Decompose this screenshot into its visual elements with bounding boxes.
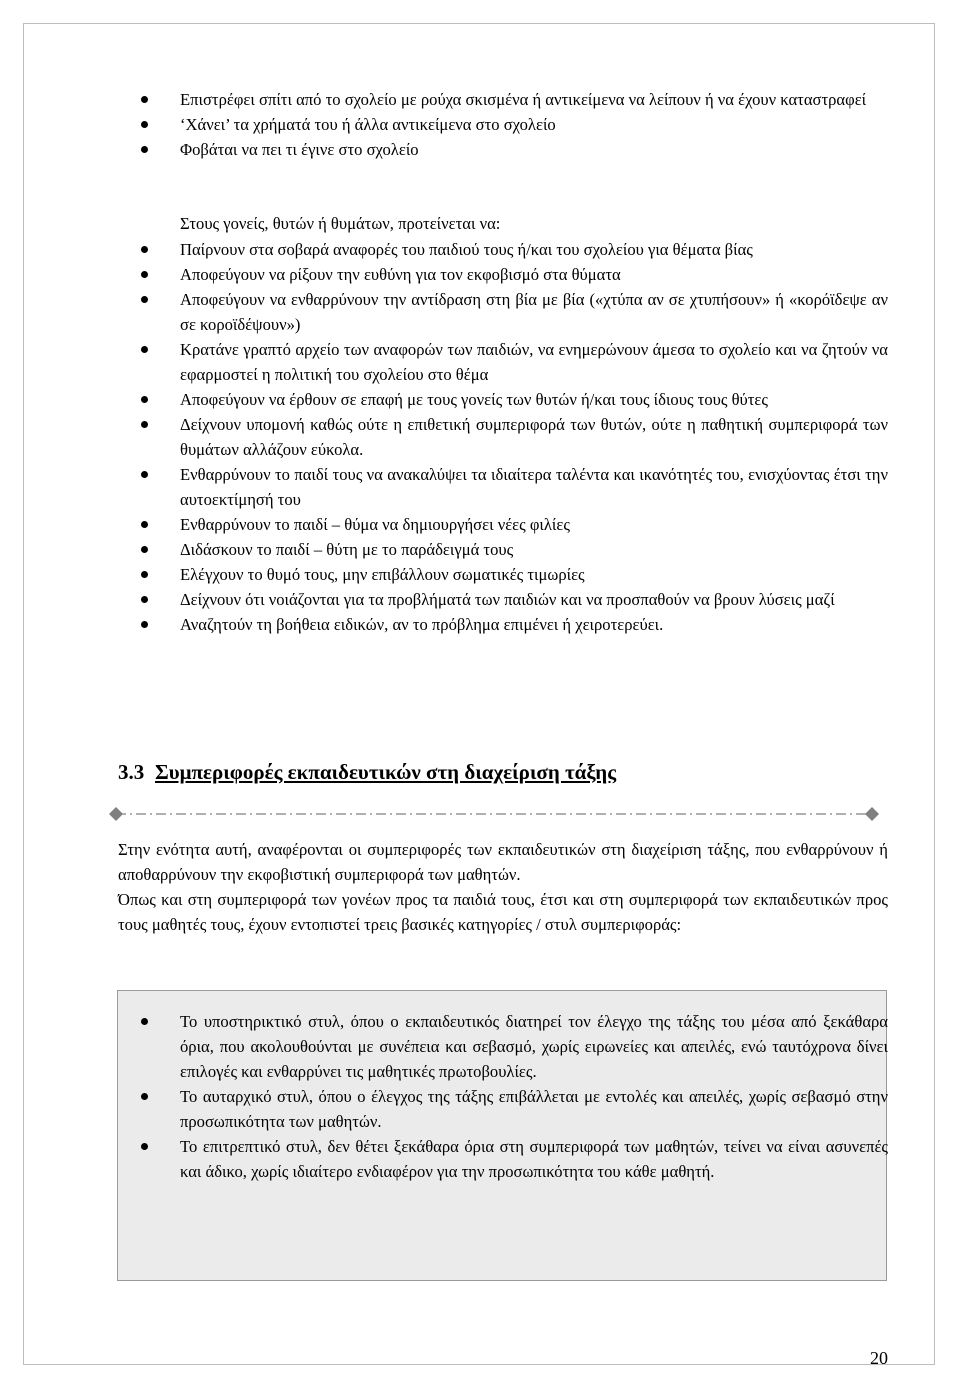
- list-item: Δείχνουν ότι νοιάζονται για τα προβλήματά των παιδιών και να προσπαθούν να βρουν λύσεις μαζί: [0, 587, 888, 612]
- warning-signs-list: [0, 87, 888, 162]
- section-number: 3.3: [118, 760, 145, 784]
- bullet-icon: [141, 121, 148, 128]
- bullet-icon: [141, 521, 148, 528]
- bullet-icon: [141, 146, 148, 153]
- list-item: Αποφεύγουν να ενθαρρύνουν την αντίδραση στη βία με βία («χτύπα αν σε χτυπήσουν» ή «κορόϊδεψε αν σε κοροϊδέψουν»): [0, 287, 888, 337]
- bullet-icon: [141, 546, 148, 553]
- parents-intro: Στους γονείς, θυτών ή θυμάτων, προτείνεται να:: [180, 214, 501, 233]
- list-item: Παίρνουν στα σοβαρά αναφορές του παιδιού τους ή/και του σχολείου για θέματα βίας: [0, 237, 888, 262]
- list-item: Αποφεύγουν να έρθουν σε επαφή με τους γονείς των θυτών ή/και τους ίδιους τους θύτες: [0, 387, 888, 412]
- section-title: Συμπεριφορές εκπαιδευτικών στη διαχείριση τάξης: [155, 760, 617, 784]
- paragraph: Στην ενότητα αυτή, αναφέρονται οι συμπεριφορές των εκπαιδευτικών στη διαχείριση τάξης, που ενθαρρύνουν ή αποθαρρύνουν την εκφοβιστική συμπεριφορά των μαθητών.: [118, 840, 888, 884]
- bullet-icon: [141, 246, 148, 253]
- bullet-icon: [141, 421, 148, 428]
- list-item: Το αυταρχικό στυλ, όπου ο έλεγχος της τάξης επιβάλλεται με εντολές και απειλές, χωρίς σεβασμό στην προσωπικότητα των μαθητών.: [0, 1084, 888, 1134]
- list-item: Διδάσκουν το παιδί – θύτη με το παράδειγμά τους: [0, 537, 888, 562]
- bullet-icon: [141, 271, 148, 278]
- bullet-icon: [141, 96, 148, 103]
- list-item: Δείχνουν υπομονή καθώς ούτε η επιθετική συμπεριφορά των θυτών, ούτε η παθητική συμπεριφορά των θυμάτων αλλάζουν εύκολα.: [0, 412, 888, 462]
- bullet-icon: [141, 471, 148, 478]
- bullet-icon: [141, 346, 148, 353]
- parents-advice-list: [0, 237, 888, 637]
- bullet-icon: [141, 396, 148, 403]
- list-item: ‘Χάνει’ τα χρήματά του ή άλλα αντικείμενα στο σχολείο: [0, 112, 888, 137]
- list-item: Κρατάνε γραπτό αρχείο των αναφορών των παιδιών, να ενημερώνουν άμεσα το σχολείο και να ζητούν να εφαρμοστεί η πολιτική του σχολείου στο θέμα: [0, 337, 888, 387]
- bullet-icon: [141, 596, 148, 603]
- bullet-icon: [141, 571, 148, 578]
- teacher-styles-list: [0, 1009, 960, 1184]
- list-item: Ενθαρρύνουν το παιδί – θύμα να δημιουργήσει νέες φιλίες: [0, 512, 888, 537]
- section-intro: [118, 837, 888, 937]
- list-item: Το επιτρεπτικό στυλ, δεν θέτει ξεκάθαρα όρια στη συμπεριφορά των μαθητών, τείνει να είναι ασυνεπές και άδικο, χωρίς ιδιαίτερο ενδιαφέρον για την προσωπικότητα του κάθε μαθητή.: [0, 1134, 888, 1184]
- styles-box-content: [0, 1009, 960, 1184]
- section-divider: [108, 804, 880, 824]
- diamond-right-icon: [865, 807, 879, 821]
- list-item: Αναζητούν τη βοήθεια ειδικών, αν το πρόβλημα επιμένει ή χειροτερεύει.: [0, 612, 888, 637]
- list-item: Ελέγχουν το θυμό τους, μην επιβάλλουν σωματικές τιμωρίες: [0, 562, 888, 587]
- bullet-icon: [141, 1143, 148, 1150]
- diamond-left-icon: [109, 807, 123, 821]
- list-item: Ενθαρρύνουν το παιδί τους να ανακαλύψει τα ιδιαίτερα ταλέντα και ικανότητές του, ενισχύοντας έτσι την αυτοεκτίμησή του: [0, 462, 888, 512]
- bullet-icon: [141, 1093, 148, 1100]
- bullet-icon: [141, 1018, 148, 1025]
- section-heading: [118, 760, 616, 785]
- list-item: Επιστρέφει σπίτι από το σχολείο με ρούχα σκισμένα ή αντικείμενα να λείπουν ή να έχουν καταστραφεί: [0, 87, 888, 112]
- page-number: 20: [870, 1348, 888, 1368]
- list-item: Το υποστηρικτικό στυλ, όπου ο εκπαιδευτικός διατηρεί τον έλεγχο της τάξης του μέσα από ξεκάθαρα όρια, που ακολουθούνται με συνέπεια και σεβασμό, χωρίς ειρωνείες και απειλές, ενώ ταυτόχρονα δίνει επιλογές και ενθαρρύνει τις μαθητικές πρωτοβουλίες.: [0, 1009, 888, 1084]
- bullet-icon: [141, 296, 148, 303]
- paragraph: Όπως και στη συμπεριφορά των γονέων προς τα παιδιά τους, έτσι και στη συμπεριφορά των εκπαιδευτικών προς τους μαθητές τους, έχουν εντοπιστεί τρεις βασικές κατηγορίες / στυλ συμπεριφοράς:: [118, 890, 888, 934]
- list-item: Αποφεύγουν να ρίξουν την ευθύνη για τον εκφοβισμό στα θύματα: [0, 262, 888, 287]
- list-item: Φοβάται να πει τι έγινε στο σχολείο: [0, 137, 888, 162]
- bullet-icon: [141, 621, 148, 628]
